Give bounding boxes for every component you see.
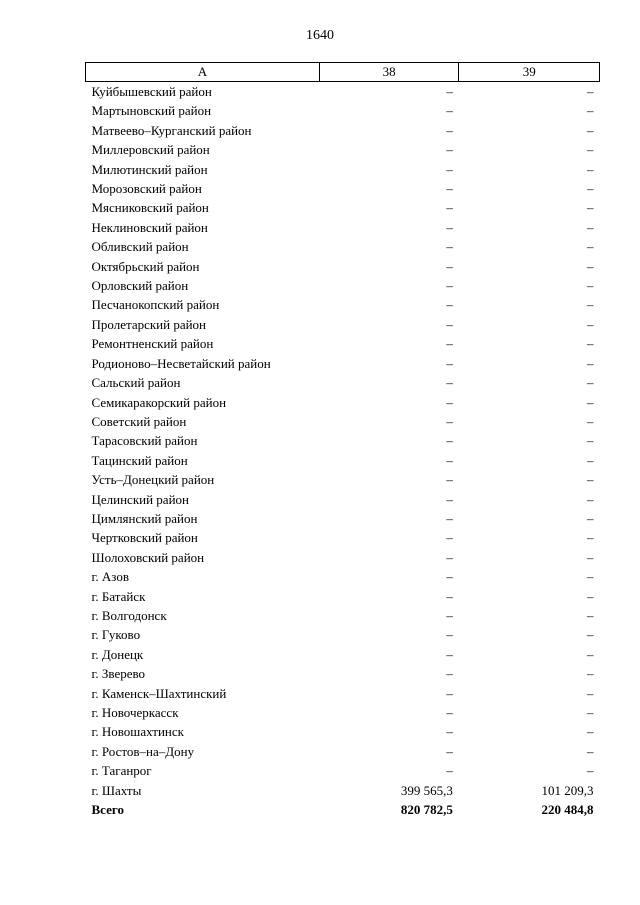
row-name: г. Азов: [91, 569, 129, 585]
table-row: [86, 295, 600, 314]
value-col-39: –: [587, 763, 594, 779]
value-col-39: –: [587, 433, 594, 449]
value-col-39: –: [587, 569, 594, 585]
row-name: Пролетарский район: [91, 316, 207, 332]
value-col-38: –: [446, 278, 453, 294]
table-row: [86, 276, 600, 295]
table-row: [86, 121, 600, 140]
row-name: Песчанокопский район: [91, 297, 220, 313]
table-row: [86, 490, 600, 509]
row-name: г. Ростов–на–Дону: [91, 743, 195, 759]
row-name: Орловский район: [91, 278, 189, 294]
value-col-38: –: [446, 491, 453, 507]
value-col-38: –: [446, 763, 453, 779]
value-col-38: –: [446, 336, 453, 352]
value-col-38: –: [446, 316, 453, 332]
row-name: г. Зверево: [91, 666, 146, 682]
value-col-38: –: [446, 219, 453, 235]
table-row: [86, 101, 600, 120]
value-col-39: –: [587, 549, 594, 565]
value-col-38: 820 782,5: [400, 802, 453, 818]
table-row: [86, 431, 600, 450]
value-col-38: –: [446, 627, 453, 643]
row-name: Обливский район: [91, 239, 189, 255]
column-header-39: 39: [459, 63, 600, 82]
table-row: [86, 470, 600, 489]
value-col-39: –: [587, 219, 594, 235]
value-col-39: –: [587, 666, 594, 682]
table-row: [86, 567, 600, 586]
row-name: Шолоховский район: [91, 549, 205, 565]
value-col-39: –: [587, 103, 594, 119]
value-col-38: –: [446, 510, 453, 526]
value-col-38: –: [446, 743, 453, 759]
value-col-39: –: [587, 685, 594, 701]
row-name: Целинский район: [91, 491, 189, 507]
row-name: Мясниковский район: [91, 200, 209, 216]
value-col-39: –: [587, 278, 594, 294]
value-col-38: –: [446, 705, 453, 720]
value-col-38: –: [446, 549, 453, 565]
row-name: Советский район: [91, 413, 187, 429]
value-col-38: –: [446, 413, 453, 429]
table-row: [86, 354, 600, 373]
table-body: [86, 82, 600, 820]
value-col-39: –: [587, 375, 594, 391]
value-col-38: –: [446, 452, 453, 468]
table-row: [86, 703, 600, 722]
value-col-39: –: [587, 705, 594, 720]
column-header-38: 38: [319, 63, 459, 82]
table-row: [86, 393, 600, 412]
value-col-39: 220 484,8: [541, 802, 594, 818]
row-name: г. Новочеркасск: [91, 705, 179, 720]
value-col-38: –: [446, 607, 453, 623]
table-row: [86, 684, 600, 703]
value-col-39: –: [587, 161, 594, 177]
row-name: г. Новошахтинск: [91, 724, 184, 740]
row-name: Неклиновский район: [91, 219, 208, 235]
value-col-39: –: [587, 646, 594, 662]
value-col-39: –: [587, 530, 594, 546]
value-col-39: –: [587, 413, 594, 429]
table-row: [86, 645, 600, 664]
row-name: г. Волгодонск: [91, 607, 167, 623]
value-col-39: –: [587, 472, 594, 488]
row-name: Миллеровский район: [91, 142, 210, 158]
table-row: [86, 373, 600, 392]
table-row: [86, 722, 600, 741]
value-col-38: –: [446, 472, 453, 488]
table-row: [86, 82, 600, 102]
table-header-row: [86, 63, 600, 82]
table-row: [86, 509, 600, 528]
value-col-39: –: [587, 122, 594, 138]
value-col-39: –: [587, 142, 594, 158]
column-header-name: А: [86, 63, 320, 82]
row-name: Усть–Донецкий район: [91, 472, 215, 488]
row-name: Чертковский район: [91, 530, 198, 546]
row-name: Тарасовский район: [91, 433, 198, 449]
table-total-row: [86, 800, 600, 819]
table-row: [86, 664, 600, 683]
value-col-38: –: [446, 569, 453, 585]
value-col-38: –: [446, 646, 453, 662]
value-col-38: –: [446, 588, 453, 604]
row-name: Куйбышевский район: [91, 84, 212, 99]
row-name: г. Гуково: [91, 627, 141, 643]
value-col-38: –: [446, 239, 453, 255]
value-col-39: –: [587, 316, 594, 332]
value-col-38: –: [446, 530, 453, 546]
value-col-39: –: [587, 355, 594, 371]
table-row: [86, 587, 600, 606]
table-row: [86, 218, 600, 237]
table-row: [86, 160, 600, 179]
table-row: [86, 140, 600, 159]
value-col-39: 101 209,3: [541, 782, 594, 798]
value-col-39: –: [587, 627, 594, 643]
table-row: [86, 781, 600, 800]
value-col-39: –: [587, 607, 594, 623]
row-name: Тацинский район: [91, 452, 188, 468]
value-col-38: –: [446, 103, 453, 119]
value-col-39: –: [587, 239, 594, 255]
table-row: [86, 528, 600, 547]
table-row: [86, 451, 600, 470]
value-col-38: –: [446, 724, 453, 740]
data-table: [85, 62, 600, 819]
page-number: 1640: [306, 28, 334, 43]
row-name: Милютинский район: [91, 161, 208, 177]
value-col-39: –: [587, 491, 594, 507]
value-col-38: –: [446, 181, 453, 197]
row-name: г. Шахты: [91, 782, 142, 798]
row-name: Всего: [91, 802, 124, 818]
value-col-38: –: [446, 433, 453, 449]
value-col-39: –: [587, 297, 594, 313]
value-col-39: –: [587, 394, 594, 410]
value-col-38: –: [446, 142, 453, 158]
value-col-38: –: [446, 685, 453, 701]
value-col-38: –: [446, 375, 453, 391]
value-col-39: –: [587, 743, 594, 759]
value-col-39: –: [587, 724, 594, 740]
value-col-39: –: [587, 452, 594, 468]
row-name: Матвеево–Курганский район: [91, 122, 252, 138]
value-col-38: –: [446, 258, 453, 274]
table-row: [86, 412, 600, 431]
row-name: Мартыновский район: [91, 103, 212, 119]
table-row: [86, 625, 600, 644]
value-col-39: –: [587, 84, 594, 99]
value-col-39: –: [587, 181, 594, 197]
row-name: г. Каменск–Шахтинский: [91, 685, 227, 701]
row-name: Ремонтненский район: [91, 336, 214, 352]
value-col-38: –: [446, 394, 453, 410]
row-name: г. Донецк: [91, 646, 144, 662]
table-row: [86, 315, 600, 334]
table-row: [86, 761, 600, 780]
table-row: [86, 198, 600, 217]
value-col-39: –: [587, 258, 594, 274]
row-name: г. Батайск: [91, 588, 146, 604]
row-name: Октябрьский район: [91, 258, 200, 274]
table-row: [86, 548, 600, 567]
table-row: [86, 237, 600, 256]
value-col-39: –: [587, 336, 594, 352]
row-name: Семикаракорский район: [91, 394, 227, 410]
value-col-39: –: [587, 588, 594, 604]
row-name: Морозовский район: [91, 181, 202, 197]
value-col-38: –: [446, 355, 453, 371]
table-row: [86, 257, 600, 276]
value-col-38: –: [446, 161, 453, 177]
table-row: [86, 179, 600, 198]
value-col-38: –: [446, 666, 453, 682]
row-name: г. Таганрог: [91, 763, 152, 779]
table-row: [86, 334, 600, 353]
value-col-39: –: [587, 200, 594, 216]
value-col-38: –: [446, 200, 453, 216]
value-col-38: –: [446, 122, 453, 138]
value-col-39: –: [587, 510, 594, 526]
value-col-38: –: [446, 84, 453, 99]
row-name: Родионово–Несветайский район: [91, 355, 271, 371]
table-row: [86, 606, 600, 625]
table-row: [86, 742, 600, 761]
value-col-38: 399 565,3: [400, 782, 453, 798]
row-name: Сальский район: [91, 375, 181, 391]
value-col-38: –: [446, 297, 453, 313]
row-name: Цимлянский район: [91, 510, 198, 526]
